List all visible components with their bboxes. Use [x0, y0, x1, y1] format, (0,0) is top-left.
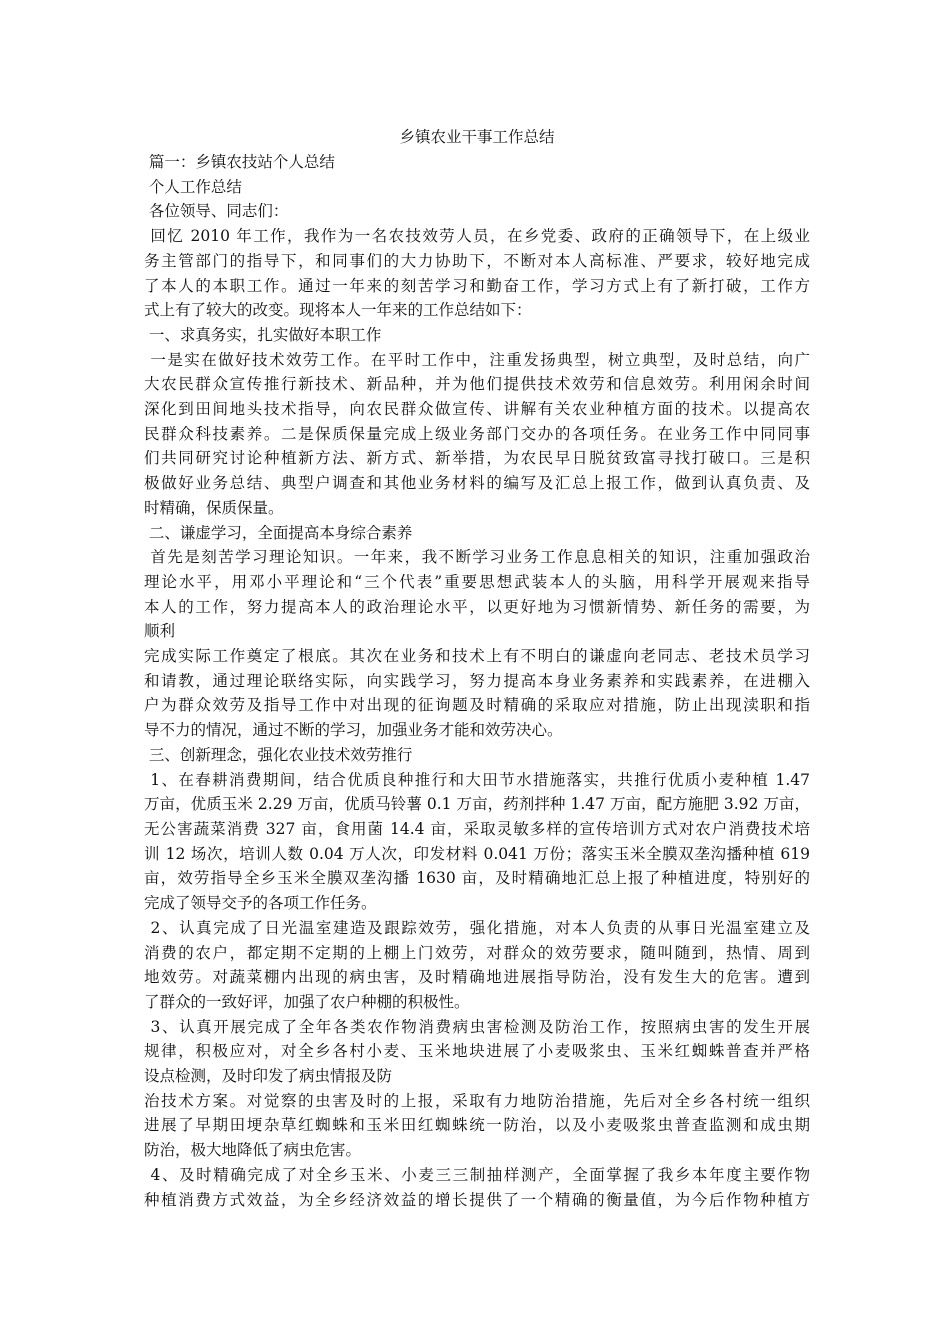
text-line: 设点检测，及时印发了病虫情报及防 [144, 1067, 393, 1086]
text-line: 大农民群众宣传推行新技术、新品种，并为他们提供技术效劳和信息效劳。利用闲余时间 [144, 375, 810, 394]
text-line: 了本人的本职工作。通过一年来的刻苦学习和勤奋工作，学习方式上有了新打破，工作方 [144, 276, 810, 295]
text-line: 回忆 2010 年工作，我作为一名农技效劳人员，在乡党委、政府的正确领导下，在上级业 [144, 227, 810, 246]
text-line: 种植消费方式效益，为全乡经济效益的增长提供了一个精确的衡量值，为今后作物种植方 [144, 1190, 810, 1209]
text-line: 了群众的一致好评，加强了农户种棚的积极性。 [144, 992, 470, 1011]
text-line: 无公害蔬菜消费 327 亩，食用菌 14.4 亩，采取灵敏多样的宣传培训方式对农户消费技术培 [144, 819, 810, 838]
text-line: 一、求真务实，扎实做好本职工作 [144, 325, 382, 344]
text-line: 3、认真开展完成了全年各类农作物消费病虫害检测及防治工作，按照病虫害的发生开展 [144, 1017, 810, 1036]
text-line: 户为群众效劳及指导工作中对出现的征询题及时精确的采取应对措施，防止出现渎职和指 [144, 696, 810, 715]
text-line: 1、在春耕消费期间，结合优质良种推行和大田节水措施落实，共推行优质小麦种植 1.47 [144, 770, 810, 789]
text-line: 务主管部门的指导下，和同事们的大力协助下，不断对本人高标准、严要求，较好地完成 [144, 251, 810, 270]
document-title: 乡镇农业干事工作总结 [399, 128, 555, 146]
text-line: 极做好业务总结、典型户调查和其他业务材料的编写及汇总上报工作，做到认真负责、及 [144, 474, 810, 493]
text-line: 二、谦虚学习，全面提高本身综合素养 [144, 523, 413, 542]
text-line: 2、认真完成了日光温室建造及跟踪效劳，强化措施，对本人负责的从事日光温室建立及 [144, 918, 810, 937]
text-line: 和请教，通过理论联络实际，向实践学习，努力提高本身业务素养和实践素养，在进棚入 [144, 671, 810, 690]
text-line: 民群众科技素养。二是保质保量完成上级业务部门交办的各项任务。在业务工作中同同事 [144, 424, 810, 443]
text-line: 们共同研究讨论种植新方法、新方式、新举措，为农民早日脱贫致富寻找打破口。三是积 [144, 449, 810, 468]
text-line: 深化到田间地头技术指导，向农民群众做宣传、讲解有关农业种植方面的技术。以提高农 [144, 400, 810, 419]
document-text [144, 150, 810, 1212]
text-line: 时精确，保质保量。 [144, 498, 284, 517]
text-line: 个人工作总结 [144, 177, 242, 196]
text-line: 各位领导、同志们： [144, 202, 289, 221]
text-line: 消费的农户，都定期不定期的上棚上门效劳，对群众的效劳要求，随叫随到，热情、周到 [144, 943, 810, 962]
document-body [144, 124, 810, 1212]
text-line: 三、创新理念，强化农业技术效劳推行 [144, 745, 413, 764]
text-line: 一是实在做好技术效劳工作。在平时工作中，注重发扬典型，树立典型，及时总结，向广 [144, 350, 810, 369]
text-line: 亩，效劳指导全乡玉米全膜双垄沟播 1630 亩，及时精确地汇总上报了种植进度，特别好的 [144, 869, 810, 888]
text-line: 本人的工作，努力提高本人的政治理论水平，以更好地为习惯新情势、新任务的需要，为 [144, 597, 810, 616]
text-line: 完成实际工作奠定了根底。其次在业务和技术上有不明白的谦虚向老同志、老技术员学习 [144, 647, 810, 666]
text-line: 理论水平，用邓小平理论和“三个代表”重要思想武装本人的头脑，用科学开展观来指导 [144, 572, 810, 591]
text-line: 防治，极大地降低了病虫危害。 [144, 1141, 362, 1160]
text-line: 完成了领导交予的各项工作任务。 [144, 894, 377, 913]
text-line: 规律，积极应对，对全乡各村小麦、玉米地块进展了小麦吸浆虫、玉米红蜘蛛普查并严格 [144, 1042, 810, 1061]
text-line: 顺利 [144, 622, 176, 641]
text-line: 万亩，优质玉米 2.29 万亩，优质马铃薯 0.1 万亩，药剂拌种 1.47 万亩，配方施肥 3.92 万亩， [144, 795, 810, 814]
text-line: 首先是刻苦学习理论知识。一年来，我不断学习业务工作息息相关的知识，注重加强政治 [144, 548, 810, 567]
text-line: 式上有了较大的改变。现将本人一年来的工作总结如下： [144, 301, 532, 320]
text-line: 篇一：乡镇农技站个人总结 [144, 153, 335, 171]
text-line: 导不力的情况，通过不断的学习，加强业务才能和效劳决心。 [144, 721, 563, 740]
text-line: 训 12 场次，培训人数 0.04 万人次，印发材料 0.041 万份；落实玉米全膜双垄沟播种植 619 [144, 844, 810, 863]
text-line: 治技术方案。对觉察的虫害及时的上报，采取有力地防治措施，先后对全乡各村统一组织 [144, 1091, 810, 1110]
text-line: 进展了早期田埂杂草红蜘蛛和玉米田红蜘蛛统一防治，以及小麦吸浆虫普查监测和成虫期 [144, 1116, 810, 1135]
text-line: 地效劳。对蔬菜棚内出现的病虫害，及时精确地进展指导防治，没有发生大的危害。遭到 [144, 968, 810, 987]
text-line: 4、及时精确完成了对全乡玉米、小麦三三制抽样测产，全面掌握了我乡本年度主要作物 [144, 1165, 810, 1184]
